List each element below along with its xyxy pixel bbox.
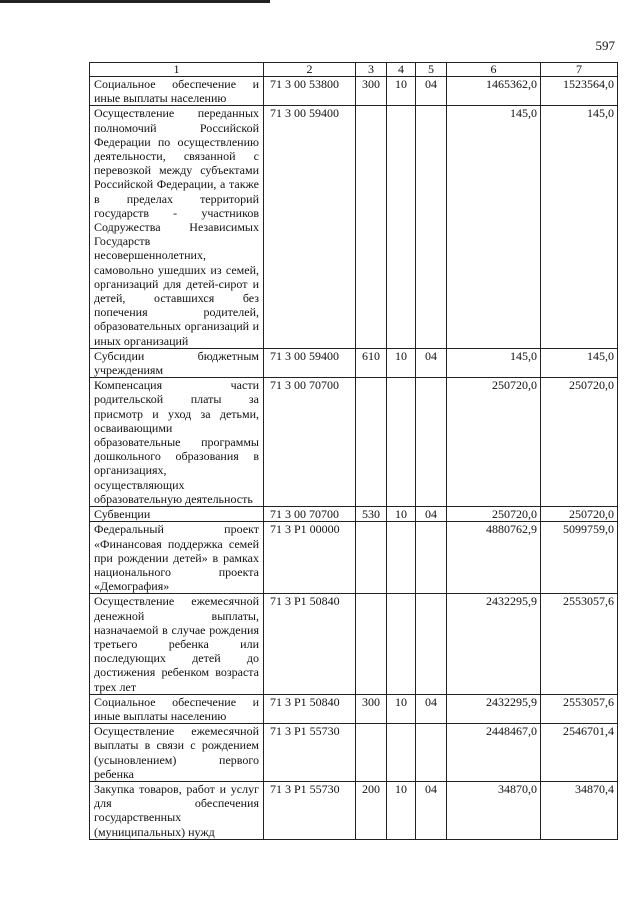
- subsection-cell: 04: [416, 77, 447, 106]
- table-row: [90, 378, 618, 507]
- amount-year-1-cell: 2432295,9: [447, 594, 541, 694]
- row-name-cell: Закупка товаров, работ и услуг для обеспечения государственных (муниципальных) нужд: [90, 781, 264, 839]
- amount-year-1-cell: 2432295,9: [447, 694, 541, 723]
- expense-type-cell: 300: [356, 77, 387, 106]
- table-row: [90, 694, 618, 723]
- amount-year-1-cell: 250720,0: [447, 507, 541, 522]
- subsection-cell: [416, 378, 447, 507]
- amount-year-2-cell: 2553057,6: [541, 594, 618, 694]
- table-row: [90, 348, 618, 377]
- amount-year-2-cell: 2553057,6: [541, 694, 618, 723]
- target-article-code-cell: 71 3 00 70700: [264, 507, 356, 522]
- row-name-cell: Осуществление ежемесячной денежной выплаты, назначаемой в случае рождения третьего ребенка или последующих детей до достижения ребенком возраста трех лет: [90, 594, 264, 694]
- expense-type-cell: 200: [356, 781, 387, 839]
- target-article-code-cell: 71 3 P1 50840: [264, 594, 356, 694]
- target-article-code-cell: 71 3 00 59400: [264, 348, 356, 377]
- subsection-cell: 04: [416, 507, 447, 522]
- target-article-code-cell: 71 3 00 59400: [264, 106, 356, 348]
- amount-year-1-cell: 1465362,0: [447, 77, 541, 106]
- amount-year-2-cell: 145,0: [541, 106, 618, 348]
- amount-year-2-cell: 5099759,0: [541, 522, 618, 594]
- target-article-code-cell: 71 3 P1 55730: [264, 781, 356, 839]
- row-name-cell: Социальное обеспечение и иные выплаты населению: [90, 77, 264, 106]
- subsection-cell: [416, 724, 447, 782]
- column-header: 1: [90, 63, 264, 77]
- column-header: 2: [264, 63, 356, 77]
- expense-type-cell: 610: [356, 348, 387, 377]
- subsection-cell: [416, 522, 447, 594]
- row-name-cell: Осуществление переданных полномочий Российской Федерации по осуществлению деятельности, связанной с перевозкой между субъектами Российской Федерации, а также в пределах территорий государств - участников Содружества Независимых Государств несовершеннолетних, самовольно ушедших из семей, организаций для детей-сирот и детей, оставшихся без попечения родителей, образовательных организаций и иных организаций: [90, 106, 264, 348]
- expense-type-cell: [356, 378, 387, 507]
- subsection-cell: 04: [416, 694, 447, 723]
- budget-table: [89, 62, 618, 840]
- target-article-code-cell: 71 3 P1 00000: [264, 522, 356, 594]
- amount-year-2-cell: 2546701,4: [541, 724, 618, 782]
- subsection-cell: [416, 106, 447, 348]
- section-cell: [387, 378, 416, 507]
- top-rule: [0, 0, 270, 3]
- section-cell: 10: [387, 77, 416, 106]
- table-row: [90, 106, 618, 348]
- table-row: [90, 594, 618, 694]
- target-article-code-cell: 71 3 00 53800: [264, 77, 356, 106]
- amount-year-2-cell: 145,0: [541, 348, 618, 377]
- column-header: 6: [447, 63, 541, 77]
- subsection-cell: 04: [416, 781, 447, 839]
- expense-type-cell: 300: [356, 694, 387, 723]
- expense-type-cell: [356, 594, 387, 694]
- target-article-code-cell: 71 3 P1 50840: [264, 694, 356, 723]
- section-cell: [387, 106, 416, 348]
- row-name-cell: Социальное обеспечение и иные выплаты населению: [90, 694, 264, 723]
- section-cell: [387, 724, 416, 782]
- page-number: 597: [595, 38, 615, 53]
- section-cell: [387, 594, 416, 694]
- amount-year-1-cell: 145,0: [447, 106, 541, 348]
- amount-year-2-cell: 250720,0: [541, 378, 618, 507]
- table-row: [90, 522, 618, 594]
- amount-year-1-cell: 145,0: [447, 348, 541, 377]
- row-name-cell: Осуществление ежемесячной выплаты в связи с рождением (усыновлением) первого ребенка: [90, 724, 264, 782]
- amount-year-2-cell: 1523564,0: [541, 77, 618, 106]
- target-article-code-cell: 71 3 P1 55730: [264, 724, 356, 782]
- section-cell: 10: [387, 694, 416, 723]
- column-header: 7: [541, 63, 618, 77]
- column-header: 3: [356, 63, 387, 77]
- column-number-row: [90, 63, 618, 77]
- expense-type-cell: [356, 724, 387, 782]
- table-row: [90, 781, 618, 839]
- row-name-cell: Субсидии бюджетным учреждениям: [90, 348, 264, 377]
- row-name-cell: Компенсация части родительской платы за присмотр и уход за детьми, осваивающими образовательные программы дошкольного образования в организациях, осуществляющих образовательную деятельность: [90, 378, 264, 507]
- table-row: [90, 77, 618, 106]
- table-row: [90, 724, 618, 782]
- section-cell: 10: [387, 507, 416, 522]
- row-name-cell: Федеральный проект «Финансовая поддержка семей при рождении детей» в рамках национального проекта «Демография»: [90, 522, 264, 594]
- expense-type-cell: [356, 106, 387, 348]
- table-row: [90, 507, 618, 522]
- row-name-cell: Субвенции: [90, 507, 264, 522]
- section-cell: 10: [387, 781, 416, 839]
- expense-type-cell: 530: [356, 507, 387, 522]
- target-article-code-cell: 71 3 00 70700: [264, 378, 356, 507]
- amount-year-1-cell: 250720,0: [447, 378, 541, 507]
- amount-year-1-cell: 34870,0: [447, 781, 541, 839]
- subsection-cell: 04: [416, 348, 447, 377]
- amount-year-1-cell: 2448467,0: [447, 724, 541, 782]
- section-cell: 10: [387, 348, 416, 377]
- column-header: 5: [416, 63, 447, 77]
- subsection-cell: [416, 594, 447, 694]
- column-header: 4: [387, 63, 416, 77]
- amount-year-2-cell: 34870,4: [541, 781, 618, 839]
- amount-year-2-cell: 250720,0: [541, 507, 618, 522]
- section-cell: [387, 522, 416, 594]
- expense-type-cell: [356, 522, 387, 594]
- amount-year-1-cell: 4880762,9: [447, 522, 541, 594]
